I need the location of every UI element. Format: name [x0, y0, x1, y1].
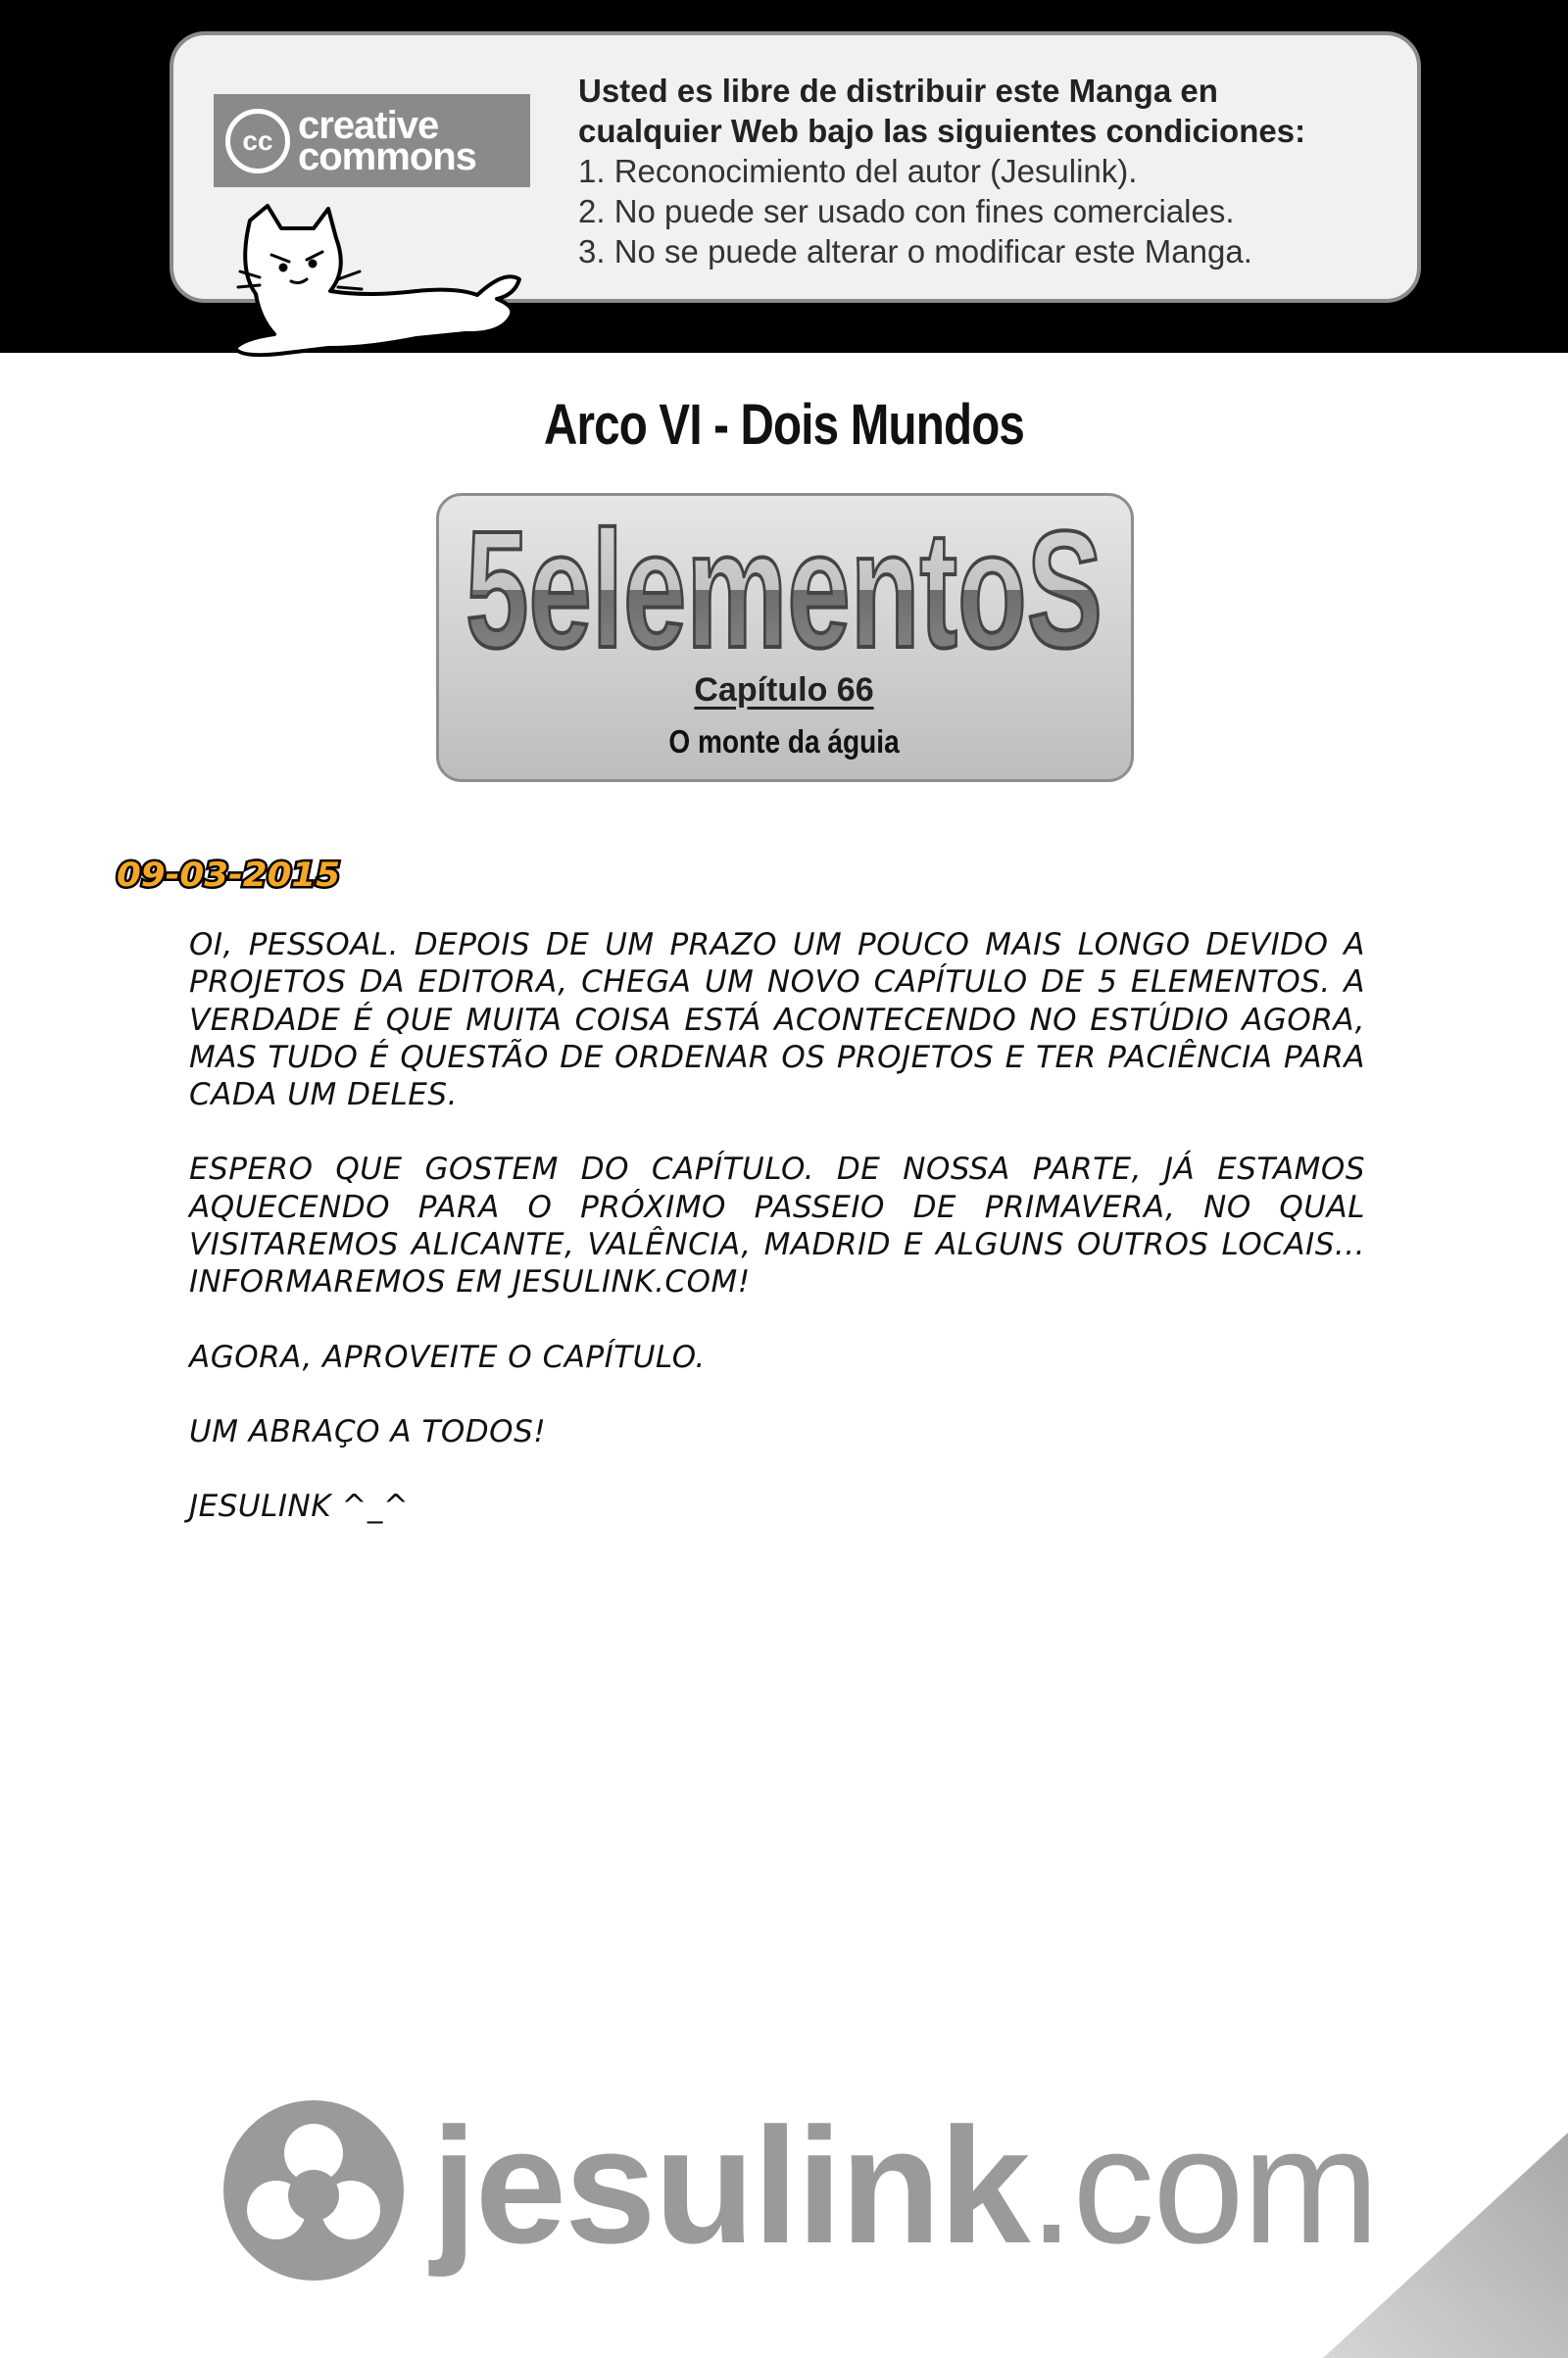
cc-logo-line2: commons: [298, 134, 476, 178]
author-message: [189, 926, 1365, 1563]
cat-mascot-icon: [220, 201, 539, 377]
license-condition-3: 3. No se puede alterar o modificar este Manga.: [578, 233, 1252, 270]
logo-text: 5elementoS: [466, 498, 1102, 669]
date-badge: [113, 849, 348, 898]
page-corner-fold: [1323, 2133, 1568, 2358]
chapter-label: [0, 671, 1568, 710]
message-paragraph-4: UM ABRAÇO A TODOS!: [189, 1413, 547, 1449]
message-signature: JESULINK ^_^: [189, 1489, 410, 1525]
message-paragraph-1: OI, PESSOAL. DEPOIS DE UM PRAZO UM POUCO MAIS LONGO DEVIDO A PROJETOS DA EDITORA, CHEGA UM NOVO CAPÍTULO DE 5 ELEMENTOS. A VERDADE É QUE MUITA COISA ESTÁ ACONTECENDO NO ESTÚDIO AGORA, MAS TUDO É QUESTÃO DE ORDENAR OS PROJETOS E TER PACIÊNCIA PARA CADA UM DELES.: [189, 927, 1365, 1113]
5elementos-logo: [451, 498, 1117, 669]
arc-title: Arco VI - Dois Mundos: [543, 393, 1025, 457]
license-condition-1: 1. Reconocimiento del autor (Jesulink).: [578, 153, 1138, 189]
creative-commons-logo: [214, 94, 530, 187]
license-heading-line1: Usted es libre de distribuir este Manga en: [578, 73, 1218, 109]
cc-icon: cc: [225, 109, 290, 173]
footer-brand: [431, 2092, 1378, 2279]
license-condition-2: 2. No puede ser usado con fines comerciales.: [578, 193, 1235, 229]
cc-logo-line1: creative: [298, 103, 439, 147]
message-paragraph-3: AGORA, APROVEITE O CAPÍTULO.: [189, 1339, 706, 1375]
date-text: 09-03-2015: [117, 856, 340, 895]
message-paragraph-2: ESPERO QUE GOSTEM DO CAPÍTULO. DE NOSSA PARTE, JÁ ESTAMOS AQUECENDO PARA O PRÓXIMO PASSEIO DE PRIMAVERA, NO QUAL VISITAREMOS ALICANTE, VALÊNCIA, MADRID E ALGUNS OUTROS LOCAIS... INFORMAREMOS EM JESULINK.COM!: [189, 1152, 1365, 1301]
cc-logo-text: [298, 103, 476, 178]
jesulink-logo-icon: [216, 2092, 412, 2288]
license-heading-line2: cualquier Web bajo las siguientes condiciones:: [578, 113, 1306, 149]
footer-brand-bold: jesulink: [431, 2093, 1029, 2278]
license-conditions: [578, 71, 1401, 271]
footer-brand-rest: .com: [1028, 2093, 1378, 2278]
chapter-number: Capítulo 66: [694, 671, 874, 709]
chapter-subtitle: O monte da águia: [668, 723, 900, 760]
